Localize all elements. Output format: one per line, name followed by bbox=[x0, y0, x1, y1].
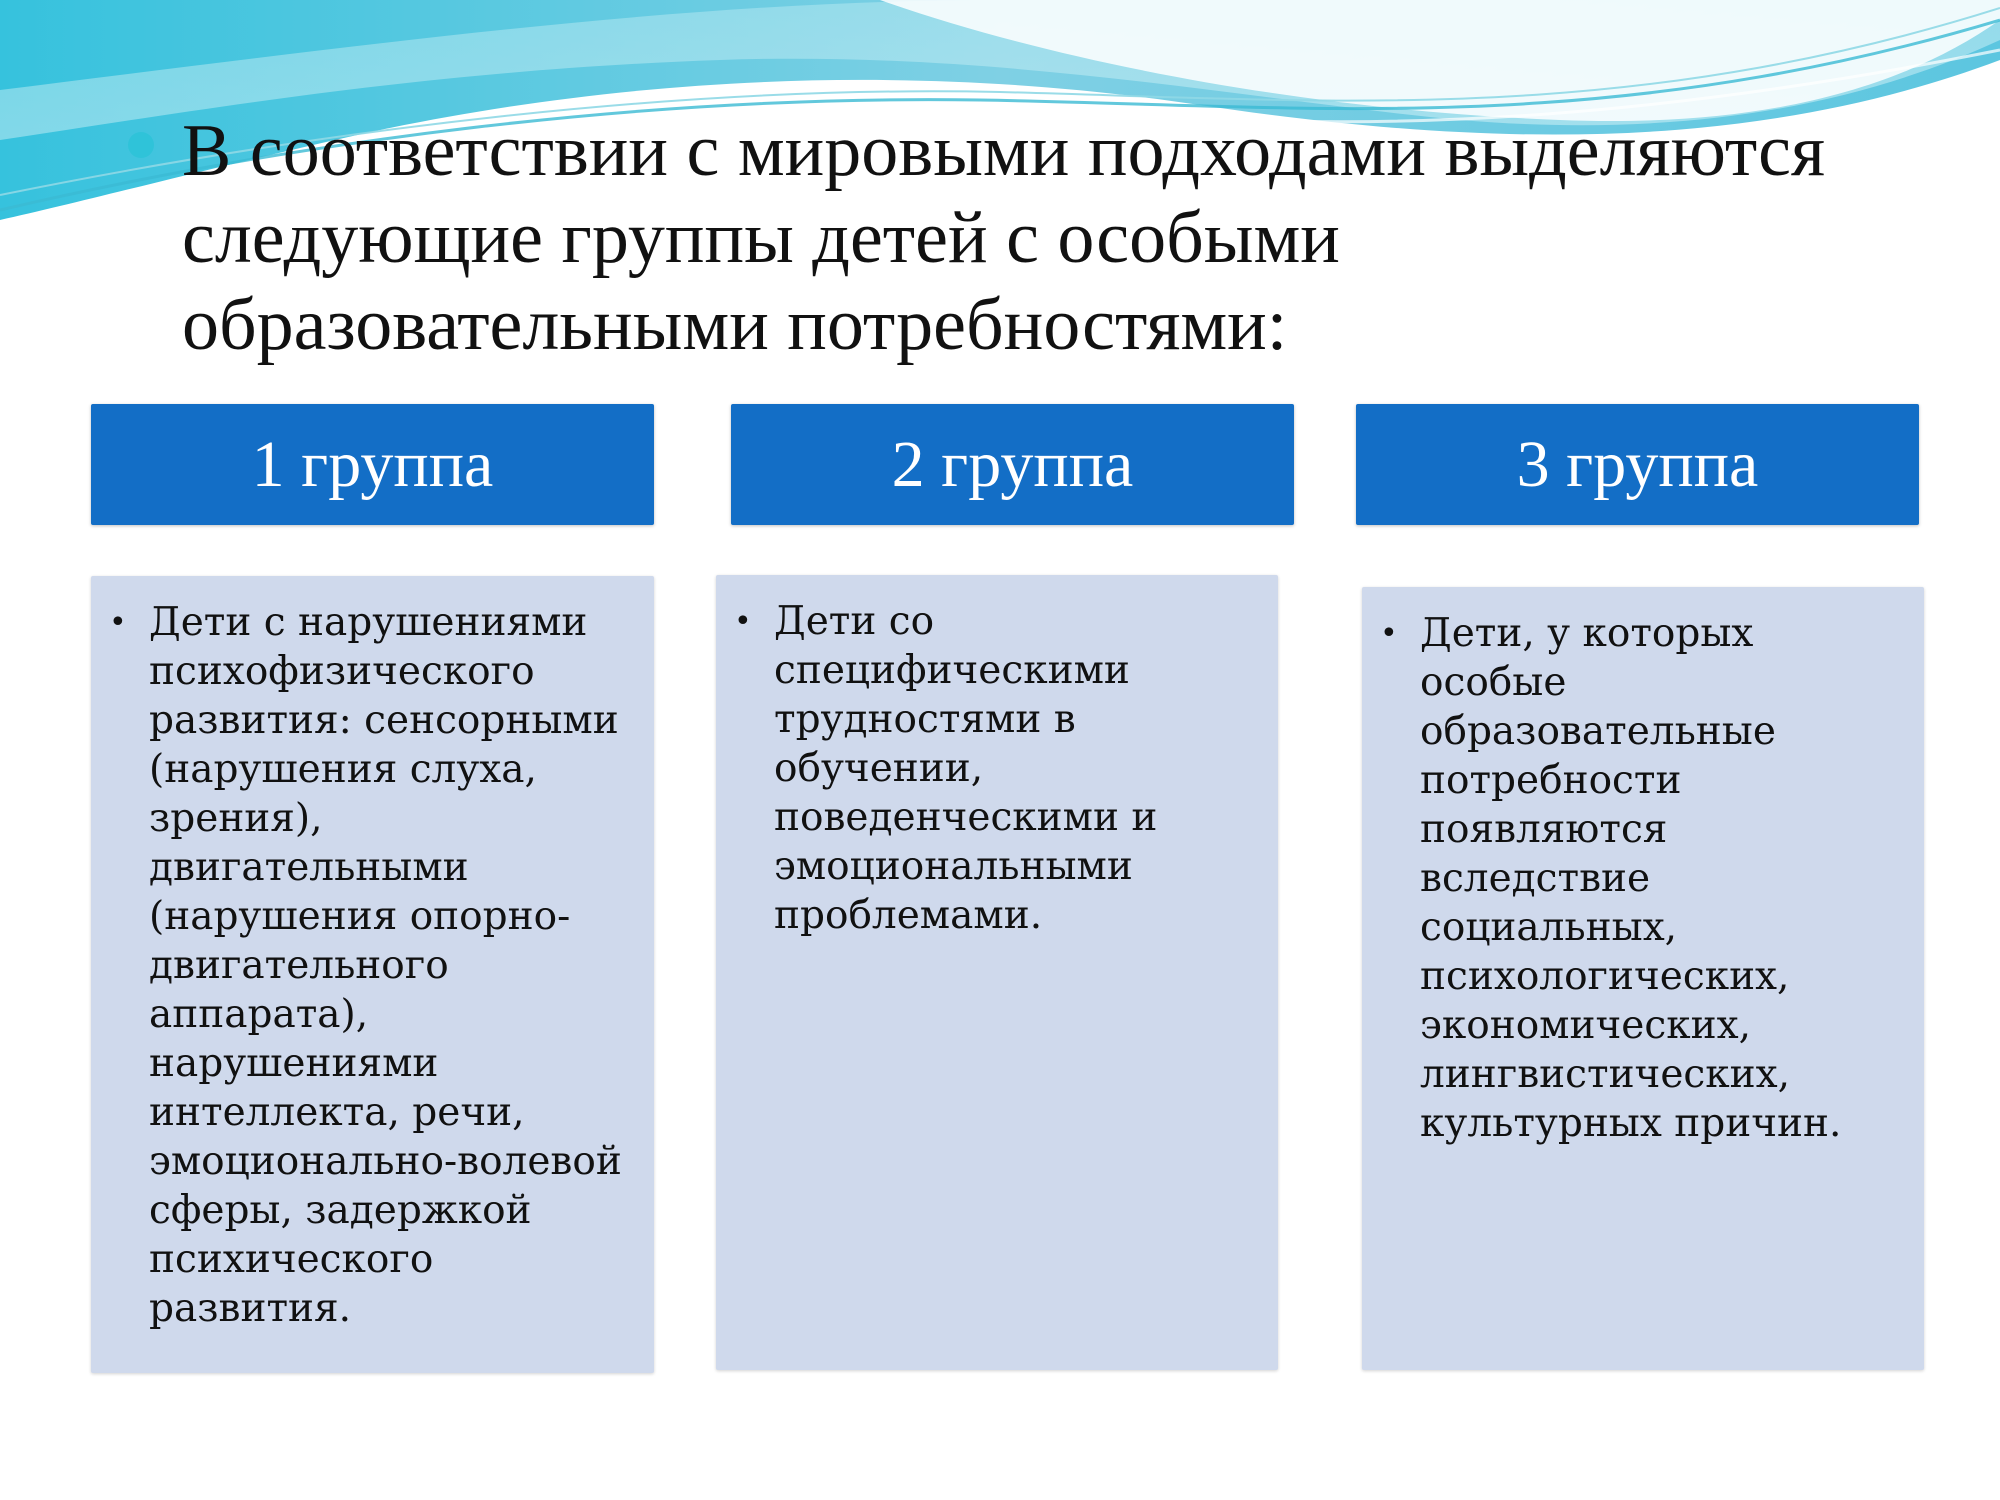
group-1-panel bbox=[91, 576, 654, 1373]
group-2-panel bbox=[716, 575, 1278, 1370]
group-2-list-item bbox=[732, 597, 1254, 940]
group-3-header: 3 группа bbox=[1356, 404, 1919, 525]
group-1-list bbox=[107, 598, 634, 1333]
group-1-header: 1 группа bbox=[91, 404, 654, 525]
group-3-list bbox=[1378, 609, 1904, 1148]
group-3-list-item bbox=[1378, 609, 1904, 1148]
bullet-icon: • bbox=[1380, 616, 1398, 651]
slide-title: В соответствии с мировыми подходами выделяются следующие группы детей с особыми образовательными потребностями: bbox=[182, 110, 1825, 366]
group-2-list bbox=[732, 597, 1254, 940]
title-bullet-icon bbox=[128, 132, 154, 158]
bullet-icon: • bbox=[109, 605, 127, 640]
group-1-list-item bbox=[107, 598, 634, 1333]
group-2-description: Дети со специфическими трудностями в обучении, поведенческими и эмоциональными проблемами. bbox=[774, 599, 1158, 938]
group-1-description: Дети с нарушениями психофизического развития: сенсорными (нарушения слуха, зрения), двигательными (нарушения опорно-двигательного аппарата), нарушениями интеллекта, речи, эмоционально-волевой сферы, задержкой психического развития. bbox=[149, 600, 622, 1331]
title-block bbox=[128, 108, 1948, 369]
bullet-icon: • bbox=[734, 604, 752, 639]
group-3-description: Дети, у которых особые образовательные потребности появляются вследствие социальных, психологических, экономических, лингвистических, культурных причин. bbox=[1420, 611, 1842, 1146]
group-3-panel bbox=[1362, 587, 1924, 1370]
group-2-header: 2 группа bbox=[731, 404, 1294, 525]
